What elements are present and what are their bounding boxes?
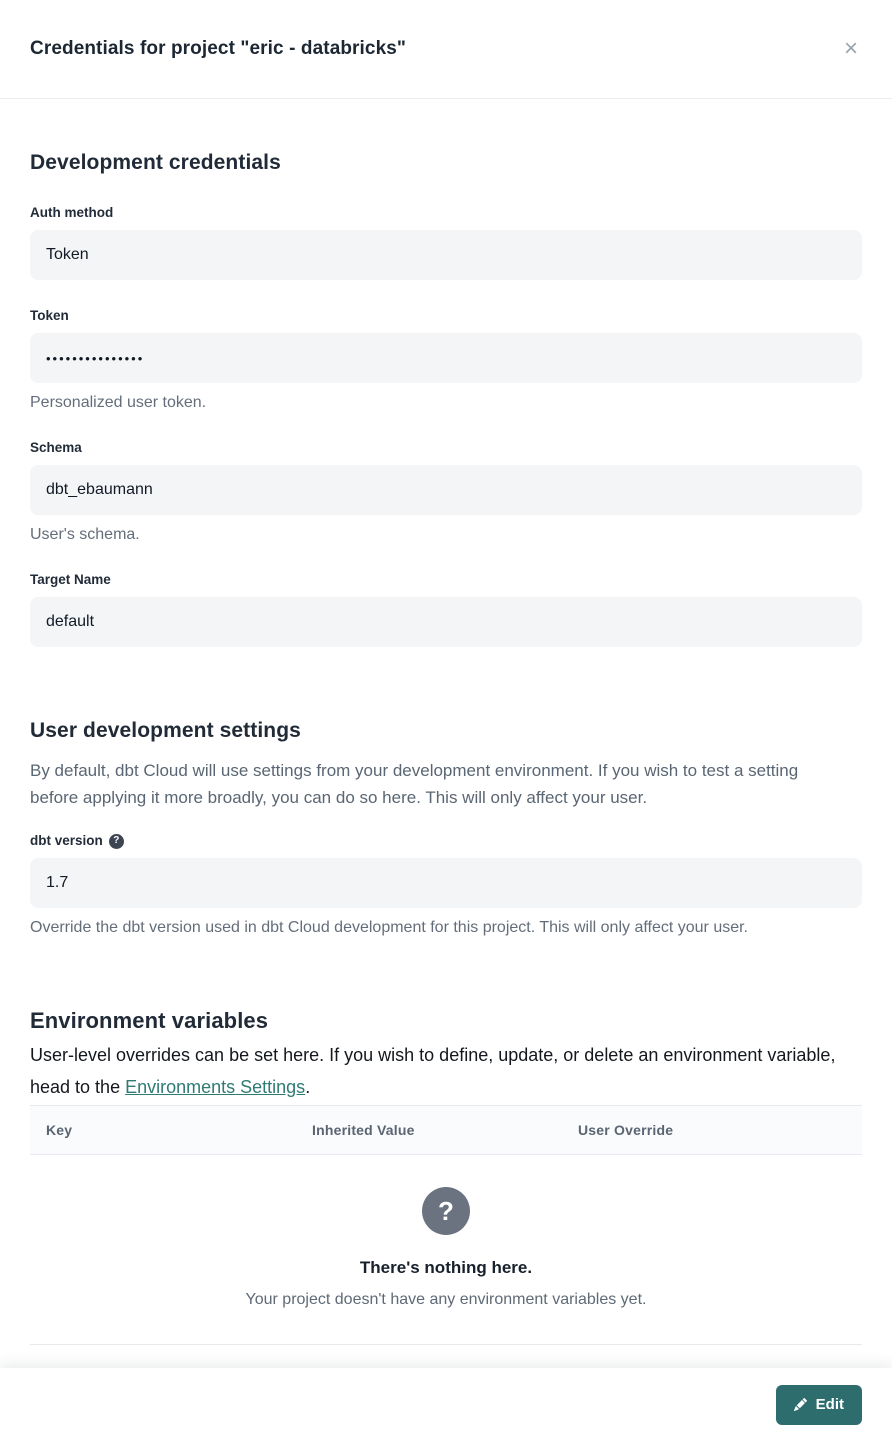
schema-helper: User's schema. [30, 526, 140, 543]
target-name-label: Target Name [30, 572, 111, 587]
target-name-input[interactable] [30, 597, 862, 647]
dbt-version-field [30, 832, 862, 937]
env-variables-table-header [30, 1105, 862, 1155]
question-mark-icon: ? [422, 1187, 470, 1235]
modal-footer [0, 1368, 892, 1441]
help-icon[interactable]: ? [109, 834, 124, 849]
section-development-credentials [30, 149, 862, 647]
auth-method-label: Auth method [30, 205, 114, 220]
bottom-divider [30, 1344, 862, 1345]
dbt-version-label [30, 832, 862, 850]
env-variables-empty-state [30, 1155, 862, 1310]
env-description-suffix: . [305, 1077, 311, 1097]
pencil-icon [794, 1398, 807, 1411]
column-header-inherited-value: Inherited Value [312, 1122, 415, 1138]
schema-field [30, 439, 862, 544]
empty-state-title: There's nothing here. [359, 1258, 533, 1277]
dbt-version-input[interactable] [30, 858, 862, 908]
target-name-field [30, 571, 862, 647]
token-input[interactable] [30, 333, 862, 383]
dbt-version-label-text: dbt version [30, 833, 103, 848]
auth-method-field [30, 204, 862, 280]
token-helper: Personalized user token. [30, 394, 207, 411]
token-field [30, 307, 862, 412]
schema-label: Schema [30, 440, 82, 455]
environment-variables-description [30, 1039, 862, 1103]
development-credentials-heading: Development credentials [30, 151, 281, 174]
empty-state-subtitle: Your project doesn't have any environment variables yet. [245, 1291, 647, 1308]
auth-method-input[interactable] [30, 230, 862, 280]
env-description-prefix: User-level overrides can be set here. If you wish to define, update, or delete an environment variable, head to the [30, 1045, 836, 1097]
column-header-key: Key [46, 1122, 73, 1138]
modal-body [0, 99, 892, 1345]
edit-button[interactable] [776, 1385, 862, 1425]
dbt-version-helper: Override the dbt version used in dbt Cloud development for this project. This will only affect your user. [30, 919, 748, 936]
column-header-user-override: User Override [578, 1122, 674, 1138]
modal-header [0, 0, 892, 99]
section-environment-variables [30, 1007, 862, 1345]
user-development-settings-description: By default, dbt Cloud will use settings from your development environment. If you wish to test a setting before applying it more broadly, you can do so here. This will only affect your user. [30, 761, 799, 807]
section-user-development-settings [30, 717, 862, 937]
token-label: Token [30, 308, 69, 323]
edit-button-label: Edit [815, 1396, 844, 1413]
close-icon[interactable]: × [840, 33, 862, 65]
user-development-settings-heading: User development settings [30, 719, 301, 742]
environment-variables-heading: Environment variables [30, 1008, 269, 1033]
environments-settings-link[interactable]: Environments Settings [125, 1077, 306, 1097]
schema-input[interactable] [30, 465, 862, 515]
modal-title: Credentials for project "eric - databricks" [30, 38, 407, 59]
